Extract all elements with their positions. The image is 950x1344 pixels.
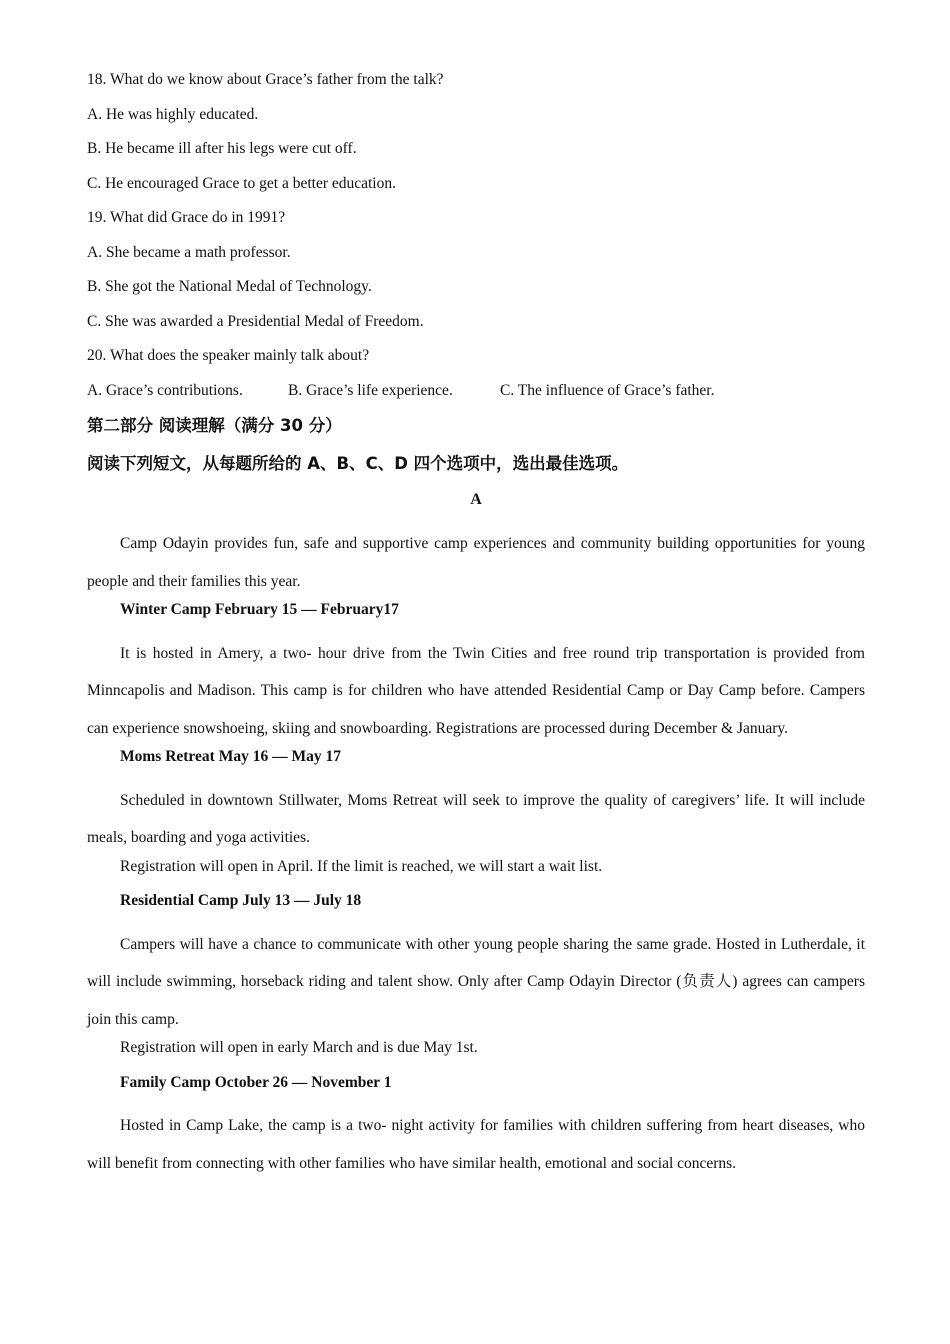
question-20-option-a: A. Grace’s contributions. — [87, 381, 243, 399]
question-20-option-b: B. Grace’s life experience. — [288, 381, 453, 399]
question-18-option-a: A. He was highly educated. — [87, 105, 259, 123]
question-19-stem: 19. What did Grace do in 1991? — [87, 209, 286, 226]
camp-heading-winter: Winter Camp February 15 — February17 — [120, 601, 399, 618]
question-19-option-b: B. She got the National Medal of Technology. — [87, 278, 372, 295]
section-instruction: 阅读下列短文，从每题所给的 A、B、C、D 四个选项中，选出最佳选项。 — [87, 454, 629, 473]
question-19-option-a: A. She became a math professor. — [87, 243, 291, 261]
camp-heading-family: Family Camp October 26 — November 1 — [120, 1073, 392, 1091]
camp-family-paragraph: Hosted in Camp Lake, the camp is a two- night activity for families with children suffering from heart diseases, who will benefit from connecting with other families who have similar health, emotional and social concerns. — [87, 1117, 865, 1172]
question-18-option-c: C. He encouraged Grace to get a better education. — [87, 174, 396, 192]
camp-residential-paragraph-2: Registration will open in early March and is due May 1st. — [120, 1039, 478, 1056]
passage-intro: Camp Odayin provides fun, safe and supportive camp experiences and community building opportunities for young people and their families this year. — [87, 535, 865, 590]
question-20-option-c: C. The influence of Grace’s father. — [500, 381, 715, 399]
passage-label: A — [470, 491, 482, 508]
camp-residential-paragraph-1: Campers will have a chance to communicate with other young people sharing the same grade. Hosted in Lutherdale, it will include swimming, horseback riding and talent show. Only after Camp Odayin Director (负责人) agrees can campers join this camp. — [87, 935, 865, 1028]
question-18-stem: 18. What do we know about Grace’s father from the talk? — [87, 71, 444, 88]
question-20-options — [87, 381, 865, 416]
question-20-stem: 20. What does the speaker mainly talk about? — [87, 347, 370, 364]
camp-heading-moms-retreat: Moms Retreat May 16 — May 17 — [120, 748, 341, 765]
camp-moms-paragraph-1: Scheduled in downtown Stillwater, Moms Retreat will seek to improve the quality of caregivers’ life. It will include meals, boarding and yoga activities. — [87, 791, 865, 846]
section-title: 第二部分 阅读理解（满分 30 分） — [87, 416, 342, 435]
question-18-option-b: B. He became ill after his legs were cut off. — [87, 140, 357, 157]
exam-page — [87, 70, 865, 1182]
camp-heading-residential: Residential Camp July 13 — July 18 — [120, 892, 362, 909]
camp-winter-paragraph: It is hosted in Amery, a two- hour drive from the Twin Cities and free round trip transportation is provided from Minncapolis and Madison. This camp is for children who have attended Residential Camp or Day Camp before. Campers can experience snowshoeing, skiing and snowboarding. Registrations are processed during December & January. — [87, 644, 865, 737]
camp-moms-paragraph-2: Registration will open in April. If the limit is reached, we will start a wait list. — [120, 857, 603, 875]
question-19-option-c: C. She was awarded a Presidential Medal of Freedom. — [87, 312, 424, 330]
